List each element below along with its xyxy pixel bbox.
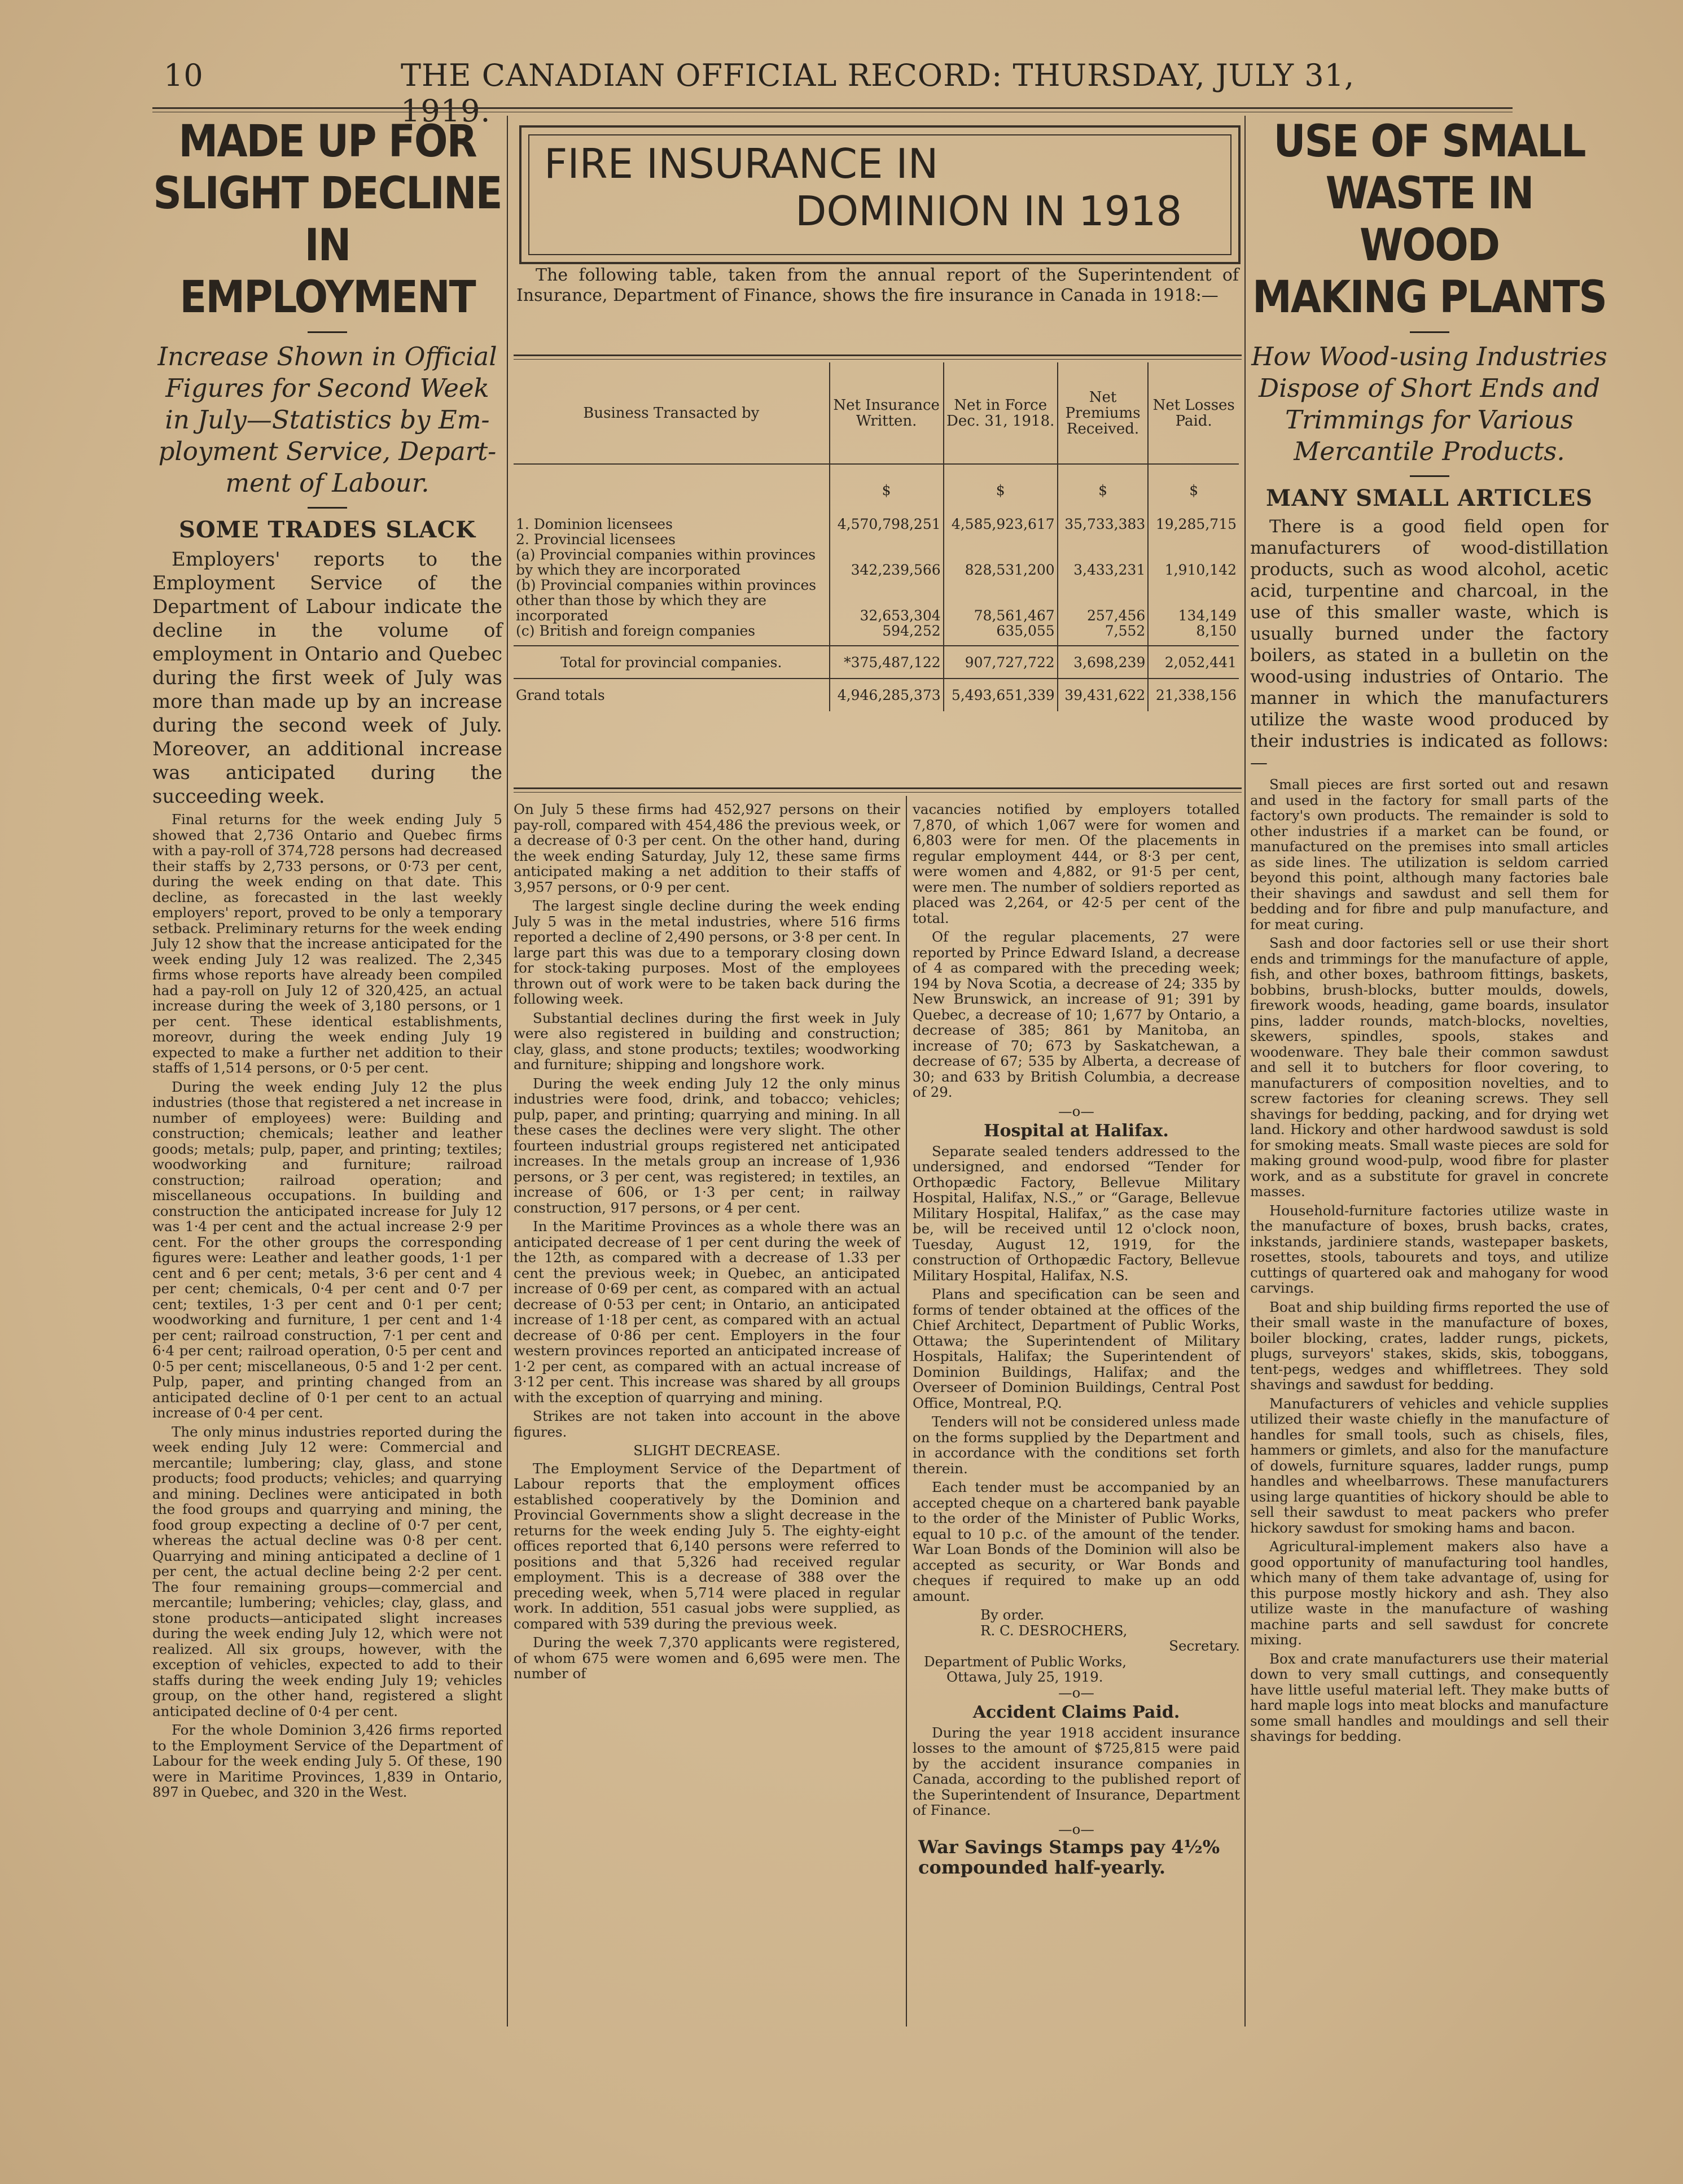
masthead-row <box>152 52 1394 129</box>
body-paragraph: Final returns for the week ending July 5 showed that 2,736 Ontario and Quebec firms with a pay-roll of 374,728 persons had decreased their staffs by 2,733 persons, or 0·73 per cent, during the week ending on that date. This decline, as forecasted in the last weekly employers' report, proved to be only a temporary setback. Preliminary returns for the week ending July 12 show that the increase anticipated for the week ending July 12 was realized. The 2,345 firms whose reports have already been compiled had a pay-roll on July 12 of 320,425, an actual increase during the week of 3,180 persons, or 1 per cent. These identical establishments, moreovr, during the week ending July 19 expected to make a further net addition to their staffs of 1,514 persons, or 0·5 per cent. <box>152 811 502 1076</box>
masthead-title: THE CANADIAN OFFICIAL RECORD: THURSDAY, JULY 31, 1919. <box>401 58 1355 129</box>
fire-insurance-title-box <box>519 125 1241 264</box>
headline-line: IN EMPLOYMENT <box>179 220 475 323</box>
currency-symbol: $ <box>1058 464 1149 498</box>
cell-value: 4,585,923,617 <box>944 498 1058 532</box>
body-paragraph: The largest single decline during the week ending July 5 was in the metal industries, where 516 firms reported a decline of 2,490 persons, or 3·8 per cent. In large part this was due to a temporary closing down for stock-taking purposes. Most of the employees thrown out of work were to be taken back during the following week. <box>514 898 900 1007</box>
employment-headline <box>152 116 502 323</box>
by-order: By order. <box>980 1607 1045 1623</box>
table-top-rule-thin <box>514 359 1242 360</box>
deck-line: Dispose of Short Ends and <box>1259 373 1600 403</box>
body-paragraph: Strikes are not taken into account in the above figures. <box>514 1408 900 1440</box>
cell-value: 257,456 <box>1058 577 1149 623</box>
row-label: 2. Provincial licensees <box>516 531 676 548</box>
row-label: 1. Dominion licensees <box>516 516 673 532</box>
divider-dash <box>1410 475 1449 477</box>
deck-line: ment of Labour. <box>225 468 429 498</box>
table-bottom-rule <box>514 787 1242 789</box>
separator-circle: —o— <box>1058 1102 1094 1119</box>
header-business: Business Transacted by <box>583 404 760 422</box>
cell-value: 21,338,156 <box>1148 679 1239 711</box>
cell-value: 134,149 <box>1148 577 1239 623</box>
body-paragraph: Each tender must be accompanied by an accepted cheque on a chartered bank payable to the order of the Minister of Public Works, equal to 10 p.c. of the amount of the tender. War Loan Bonds of the Dominion will also be accepted as security, or War Bonds and cheques if required to make up an odd amount. <box>913 1479 1240 1604</box>
grand-total-row <box>514 679 1239 711</box>
cell-value: *375,487,122 <box>830 646 944 679</box>
table-header-row <box>514 362 1239 464</box>
wood-lead <box>1250 516 1609 773</box>
lead-paragraph: Employers' reports to the Employment Service of the Department of Labour indicate the decline in the volume of employment in Ontario and Quebec during the first week of July was more than made up by an increase during the second week of July. Moreover, an additional increase was anticipated during the succeeding week. <box>152 548 502 808</box>
column-rule-3 <box>1244 116 1246 2027</box>
body-paragraph: Box and crate manufacturers use their material down to very small cuttings, and consequently have little useful material left. They make butts of hard maple logs into meat blocks and manufacture some small handles and mouldings and sell their shavings for bedding. <box>1250 1650 1609 1744</box>
header-net-insurance: Net Insurance Written. <box>830 362 944 464</box>
currency-symbol: $ <box>830 464 944 498</box>
fire-insurance-table-wrap <box>514 362 1239 711</box>
header-net-losses: Net Losses Paid. <box>1148 362 1239 464</box>
headline-line: SLIGHT DECLINE <box>153 168 502 219</box>
cell-value: 8,150 <box>1148 623 1239 646</box>
cell-value: 39,431,622 <box>1058 679 1149 711</box>
article-wood-waste <box>1250 116 1609 1748</box>
place-date: Ottawa, July 25, 1919. <box>946 1669 1103 1685</box>
cell-value: 19,285,715 <box>1148 498 1239 532</box>
lead-paragraph: There is a good field open for manufacturers of wood-distillation products, such as wood alcohol, acetic acid, turpentine and charcoal, in the use of this smaller waste, which is usually burned under the factory boilers, as stated in a bulletin on the wood-using industries of Ontario. The manner in which the manufacturers utilize the waste wood produced by their industries is indicated as follows:— <box>1250 517 1609 773</box>
body-paragraph: In the Maritime Provinces as a whole there was an anticipated decrease of 1 per cent during the week of the 12th, as compared with a decrease of 1.33 per cent the previous week; in Quebec, an anticipated increase of 0·69 per cent, as compared with an actual decrease of 0·53 per cent; in Ontario, an anticipated increase of 1·18 per cent, as compared with an actual decrease of 0·86 per cent. Employers in the four western provinces reported an anticipated increase of 1·2 per cent, as compared with an actual increase of 3·12 per cent. This increase was shared by all groups with the exception of quarrying and mining. <box>514 1218 900 1406</box>
accident-heading: Accident Claims Paid. <box>972 1702 1180 1722</box>
row-label: Total for provincial companies. <box>514 646 830 679</box>
cell-value <box>1058 532 1149 547</box>
cell-value: 2,052,441 <box>1148 646 1239 679</box>
header-net-in-force: Net in Force Dec. 31, 1918. <box>944 362 1058 464</box>
intro-paragraph: The following table, taken from the annual report of the Superintendent of Insurance, Department of Finance, shows the fire insurance in Canada in 1918:— <box>516 265 1239 305</box>
cell-value: 35,733,383 <box>1058 498 1149 532</box>
body-paragraph: Agricultural-implement makers also have a good opportunity of manufacturing tool handles, which many of them take advantage of, using for this purpose mostly hickory and ash. They also utilize waste in the manufacture of washing machine parts and sell sawdust for concrete mixing. <box>1250 1538 1609 1648</box>
body-paragraph: For the whole Dominion 3,426 firms reported to the Employment Service of the Department of Labour for the week ending July 5. Of these, 190 were in Maritime Provinces, 1,839 in Ontario, 897 in Quebec, and 320 in the West. <box>152 1722 502 1800</box>
cell-value: 32,653,304 <box>830 577 944 623</box>
employment-body <box>152 812 502 1800</box>
wood-headline <box>1250 116 1609 323</box>
body-paragraph: Household-furniture factories utilize waste in the manufacture of boxes, brush backs, crates, inkstands, jardiniere stands, wastepaper baskets, rosettes, stools, tabourets and toys, and utilize cuttings of quartered oak and mahogany for wood carvings. <box>1250 1202 1609 1296</box>
table-row <box>514 532 1239 547</box>
body-paragraph: During the week ending July 12 the plus industries (those that registered a net increase in number of employees) were: Building and construction; chemicals; leather and leather goods; metals; pulp, paper, and printing; textiles; woodworking and furniture; railroad construction; railroad operation; and miscellaneous occupations. In building and construction the anticipated increase for July 12 was 1·4 per cent and the actual increase 2·9 per cent. For the other groups the corresponding figures were: Leather and leather goods, 1·1 per cent and 6 per cent; metals, 3·6 per cent and 4 per cent; chemicals, 0·4 per cent and 0·7 per cent; textiles, 1·3 per cent and 0·1 per cent; woodworking and furniture, 1 per cent and 1·4 per cent; railroad construction, 7·1 per cent and 6·4 per cent; railroad operation, 0·5 per cent and 0·5 per cent; miscellaneous, 0·5 and 1·2 per cent. Pulp, paper, and printing changed from an anticipated decline of 0·1 per cent to an actual increase of 0·4 per cent. <box>152 1078 502 1421</box>
headline-line: MAKING PLANTS <box>1252 272 1606 323</box>
body-paragraph: During the week ending July 12 the only minus industries were food, drink, and tobacco; vehicles; pulp, paper, and printing; quarrying and mining. In all these cases the declines were very slight. The other fourteen industrial groups registered net anticipated increases. In the metals group an increase of 1,936 persons, or 3 per cent, was registered; in textiles, an increase of 606, or 1·3 per cent; in railway construction, 917 persons, or 4 per cent. <box>514 1075 900 1216</box>
row-label: (c) British and foreign companies <box>516 623 756 639</box>
table-row <box>514 577 1239 623</box>
fire-insurance-table <box>514 362 1239 711</box>
divider-dash <box>308 507 347 509</box>
deck-line: Trimmings for Various <box>1285 405 1574 435</box>
cell-value: 594,252 <box>830 623 944 646</box>
signer-title: Secretary. <box>1169 1638 1240 1654</box>
cell-value: 4,946,285,373 <box>830 679 944 711</box>
table-row <box>514 547 1239 577</box>
table-row <box>514 623 1239 646</box>
row-label: Grand totals <box>514 679 830 711</box>
body-paragraph: Manufacturers of vehicles and vehicle supplies utilized their waste chiefly in the manufacture of handles for small tools, such as chisels, files, hammers or gimlets, and also for the manufacture of dowels, furniture squares, ladder rungs, pump handles and wheelbarrows. These manufacturers using large quantities of hickory should be able to sell their sawdust to meat packers who prefer hickory sawdust for smoking hams and bacon. <box>1250 1395 1609 1536</box>
cell-value: 828,531,200 <box>944 547 1058 577</box>
body-paragraph: Of the regular placements, 27 were reported by Prince Edward Island, a decrease of 4 as compared with the preceding week; 194 by Nova Scotia, a decrease of 24; 335 by New Brunswick, an increase of 91; 391 by Quebec, a decrease of 10; 1,677 by Ontario, a decrease of 385; 861 by Manitoba, an increase of 70; 673 by Saskatchewan, a decrease of 67; 535 by Alberta, a decrease of 30; and 633 by British Columbia, a decrease of 29. <box>913 929 1240 1100</box>
currency-row <box>514 464 1239 498</box>
body-paragraph: During the week 7,370 applicants were registered, of whom 675 were women and 6,695 were men. The number of <box>514 1634 900 1682</box>
separator-circle: —o— <box>1058 1684 1094 1701</box>
wood-deck <box>1250 341 1609 467</box>
title-line: DOMINION IN 1918 <box>795 187 1182 235</box>
body-paragraph: Plans and specification can be seen and forms of tender obtained at the offices of the Chief Architect, Department of Public Works, Ottawa; the Superintendent of Military Hospitals, Halifax; the Superintendent of Dominion Buildings, Halifax; and the Overseer of Dominion Buildings, Central Post Office, Montreal, P.Q. <box>913 1286 1240 1411</box>
top-rule <box>152 107 1513 109</box>
row-label: (a) Provincial companies within provinces by which they are incorporated <box>516 546 816 578</box>
deck-line: Mercantile Products. <box>1294 436 1565 466</box>
cell-value: 4,570,798,251 <box>830 498 944 532</box>
cell-value: 635,055 <box>944 623 1058 646</box>
wood-subhead: MANY SMALL ARTICLES <box>1265 485 1593 511</box>
body-paragraph: Separate sealed tenders addressed to the undersigned, and endorsed “Tender for Orthopædic Factory, Bellevue Military Hospital, Halifax, N.S.,” or “Garage, Bellevue Military Hospital, Halifax,” as the case may be, will be received until 12 o'clock noon, Tuesday, August 12, 1919, for the construction of Orthopædic Factory, Bellevue Military Hospital, Halifax, N.S. <box>913 1143 1240 1284</box>
currency-symbol: $ <box>944 464 1058 498</box>
deck-line: Increase Shown in Official <box>157 342 497 371</box>
wood-body <box>1250 777 1609 1744</box>
row-label: (b) Provincial companies within provinces other than those by which they are incorporated <box>516 577 817 624</box>
body-paragraph: Boat and ship building firms reported the use of their small waste in the manufacture of boxes, boiler blocking, crates, ladder rungs, pickets, plugs, surveyors' stakes, skids, skis, toboggans, tent-pegs, wedges and whiffletrees. They sold shavings and sawdust for bedding. <box>1250 1298 1609 1393</box>
cell-value: 7,552 <box>1058 623 1149 646</box>
divider-dash <box>308 331 347 333</box>
war-savings-notice: War Savings Stamps pay 4½% compounded half-yearly. <box>918 1836 1220 1878</box>
table-top-rule <box>514 354 1242 356</box>
separator-circle: —o— <box>1058 1820 1094 1837</box>
body-paragraph: On July 5 these firms had 452,927 persons on their pay-roll, compared with 454,486 the previous week, or a decrease of 0·3 per cent. On the other hand, during the week ending Saturday, July 12, these same firms anticipated making a net addition to their staffs of 3,957 persons, or 0·9 per cent. <box>514 801 900 895</box>
page-number: 10 <box>164 58 204 93</box>
column-rule-2 <box>906 796 907 2027</box>
headline-line: WASTE IN WOOD <box>1325 168 1533 271</box>
cell-value: 342,239,566 <box>830 547 944 577</box>
deck-line: Figures for Second Week <box>165 373 489 403</box>
cell-value: 907,727,722 <box>944 646 1058 679</box>
column-three <box>913 802 1240 1877</box>
divider-dash <box>1410 331 1449 333</box>
currency-symbol: $ <box>1148 464 1239 498</box>
deck-line: How Wood-using Industries <box>1251 342 1607 371</box>
cell-value: 3,433,231 <box>1058 547 1149 577</box>
body-paragraph: During the year 1918 accident insurance losses to the amount of $725,815 were paid by the accident insurance companies in Canada, according to the published report of the Superintendent of Insurance, Department of Finance. <box>913 1724 1240 1818</box>
fire-intro <box>516 265 1239 309</box>
deck-line: ployment Service, Depart- <box>158 436 497 466</box>
headline-line: MADE UP FOR <box>178 116 476 167</box>
body-paragraph: The Employment Service of the Department of Labour reports that the employment offices established cooperatively by the Dominion and Provincial Governments show a slight decrease in the returns for the week ending July 5. The eighty-eight offices reported that 6,140 persons were referred to positions and that 5,326 had received regular employment. This is a decrease of 388 over the preceding week, when 5,714 were placed in regular work. In addition, 551 casual jobs were supplied, as compared with 539 during the previous week. <box>514 1460 900 1632</box>
cell-value <box>830 532 944 547</box>
cell-value <box>1148 532 1239 547</box>
employment-lead <box>152 548 502 808</box>
employment-deck <box>152 341 502 499</box>
headline-line: USE OF SMALL <box>1273 116 1585 167</box>
body-paragraph: The only minus industries reported during the week ending July 12 were: Commercial and mercantile; lumbering; clay, glass, and stone products; food products; vehicles; and quarrying and mining. Declines were anticipated in both the food groups and quarrying and mining, the food group expecting a decline of 0·7 per cent, whereas the actual decline was 0·8 per cent. Quarrying and mining anticipated a decline of 1 per cent, the actual decline being 2·2 per cent. The four remaining groups—commercial and mercantile; lumbering; vehicles; clay, glass, and stone products—anticipated slight increases during the week ending July 12, which were not realized. All six groups, however, with the exception of vehicles, expected to add to their staffs during the week ending July 19; vehicles group, on the other hand, registered a slight anticipated decline of 0·4 per cent. <box>152 1423 502 1719</box>
header-net-premiums: Net Premiums Received. <box>1058 362 1149 464</box>
fire-insurance-title <box>544 140 1210 235</box>
title-line: FIRE INSURANCE IN <box>544 140 939 187</box>
employment-continued <box>514 802 900 1685</box>
cell-value: 3,698,239 <box>1058 646 1149 679</box>
cell-value: 5,493,651,339 <box>944 679 1058 711</box>
body-paragraph: Substantial declines during the first week in July were also registered in building and construction; clay, glass, and stone products; textiles; woodworking and furniture; shipping and longshore work. <box>514 1009 900 1073</box>
slight-decrease-head: SLIGHT DECREASE. <box>633 1442 781 1459</box>
signer-department: Department of Public Works, <box>924 1653 1127 1670</box>
cell-value: 78,561,467 <box>944 577 1058 623</box>
body-paragraph: Tenders will not be considered unless made on the forms supplied by the Department and in accordance with the conditions set forth therein. <box>913 1413 1240 1477</box>
article-employment <box>152 116 502 1804</box>
table-bottom-rule-thin <box>514 792 1242 793</box>
body-paragraph: Sash and door factories sell or use their short ends and trimmings for the manufacture of apple, fish, and other boxes, bathroom fittings, baskets, bobbins, brush-blocks, butter moulds, dowels, firework woods, heading, game boards, insulator pins, ladder rounds, match-blocks, novelties, skewers, spindles, spools, stakes and woodenware. They bale their common sawdust and sell it to butchers for floor covering, to manufacturers of composition novelties, and to screw factories for cleaning screws. They sell shavings for bedding, packing, and for drying wet land. Hickory and other hardwood sawdust is sold for smoking meats. Small waste pieces are sold for making ground wood-pulp, wood fibre for plaster work, and as a substitute for gravel in concrete masses. <box>1250 935 1609 1200</box>
employment-subhead: SOME TRADES SLACK <box>178 517 476 543</box>
body-paragraph: vacancies notified by employers totalled 7,870, of which 1,067 were for women and 6,803 were for men. Of the placements in regular employment 444, or 8·3 per cent, were women and 4,882, or 91·5 per cent, were men. The number of soldiers reported as placed was 2,264, or 42·5 per cent of the total. <box>913 801 1240 926</box>
cell-value: 1,910,142 <box>1148 547 1239 577</box>
deck-line: in July—Statistics by Em- <box>165 405 490 435</box>
total-provincial-row <box>514 646 1239 679</box>
table-row <box>514 498 1239 532</box>
cell-value <box>944 532 1058 547</box>
column-rule-1 <box>507 116 508 2027</box>
body-paragraph: Small pieces are first sorted out and resawn and used in the factory for small parts of the factory's own products. The remainder is sold to other industries if a market can be found, or manufactured on the premises into small articles as side lines. The utilization is seldom carried beyond this point, although many factories bale their shavings and sawdust and sell them for bedding and for fibre and pulp manufacture, and for meat curing. <box>1250 776 1609 933</box>
signer-name: R. C. DESROCHERS, <box>980 1622 1128 1639</box>
hospital-heading: Hospital at Halifax. <box>984 1121 1169 1141</box>
